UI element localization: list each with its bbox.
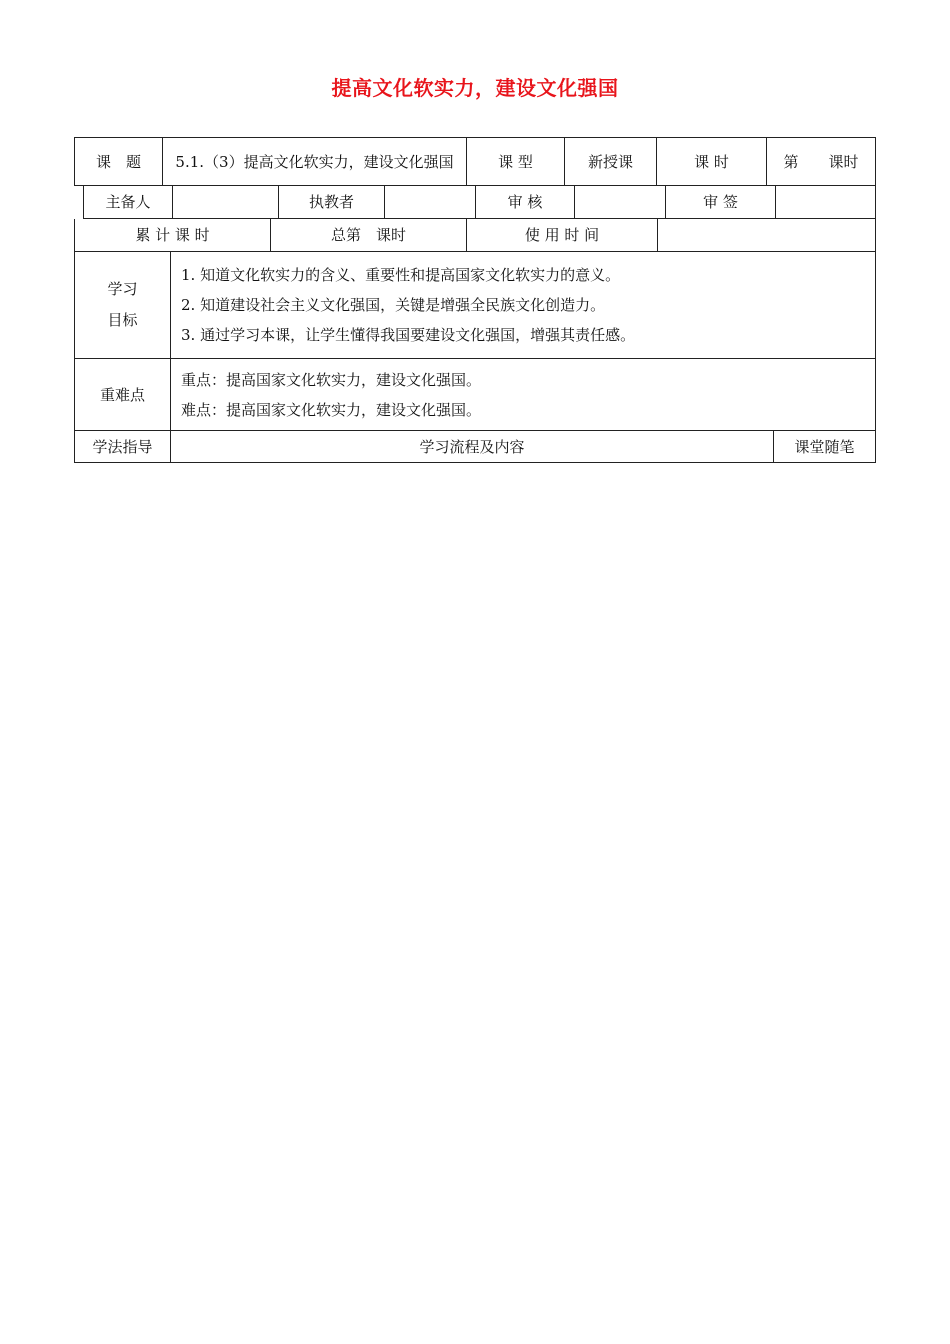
footer-row — [74, 431, 876, 463]
key-points-label: 重难点 — [75, 359, 171, 431]
key-point-focus: 重点：提高国家文化软实力，建设文化强国。 — [181, 370, 482, 389]
usage-date-label: 使 用 时 间 — [467, 219, 658, 252]
approve-label: 审 签 — [666, 186, 776, 219]
hours-value: 第 课时 — [767, 138, 876, 186]
usage-date-value — [658, 219, 876, 252]
topic-value: 5.1.（3）提高文化软实力，建设文化强国 — [163, 138, 467, 186]
class-notes-label: 课堂随笔 — [774, 431, 876, 463]
teacher-label: 执教者 — [279, 186, 385, 219]
goals-label — [75, 252, 171, 359]
goals-row — [74, 252, 876, 359]
total-hours-value: 总第 课时 — [271, 219, 467, 252]
goals-content — [171, 252, 876, 359]
review-value — [575, 186, 666, 219]
type-value: 新授课 — [565, 138, 657, 186]
topic-label: 课 题 — [75, 138, 163, 186]
hours-label: 课 时 — [657, 138, 767, 186]
key-points-content — [171, 359, 876, 431]
type-label: 课 型 — [467, 138, 565, 186]
review-label: 审 核 — [476, 186, 575, 219]
goals-label-line1: 学习 — [107, 280, 138, 298]
time-row — [74, 219, 876, 252]
process-content-label: 学习流程及内容 — [171, 431, 774, 463]
method-guide-label: 学法指导 — [75, 431, 171, 463]
lead-value — [173, 186, 279, 219]
goal-item: 1. 知道文化软实力的含义、重要性和提高国家文化软实力的意义。 — [181, 266, 621, 284]
staff-row — [83, 186, 876, 219]
goals-label-line2: 目标 — [107, 311, 138, 329]
key-point-difficulty: 难点：提高国家文化软实力，建设文化强国。 — [181, 400, 482, 419]
lead-label: 主备人 — [84, 186, 173, 219]
page-title: 提高文化软实力，建设文化强国 — [331, 76, 619, 100]
goal-item: 3. 通过学习本课，让学生懂得我国要建设文化强国，增强其责任感。 — [181, 326, 636, 344]
teacher-value — [385, 186, 476, 219]
header-row — [74, 137, 876, 186]
lesson-plan-table — [74, 137, 875, 463]
total-hours-label: 累 计 课 时 — [75, 219, 271, 252]
key-points-row — [74, 359, 876, 431]
approve-value — [776, 186, 876, 219]
goal-item: 2. 知道建设社会主义文化强国，关键是增强全民族文化创造力。 — [181, 296, 606, 314]
